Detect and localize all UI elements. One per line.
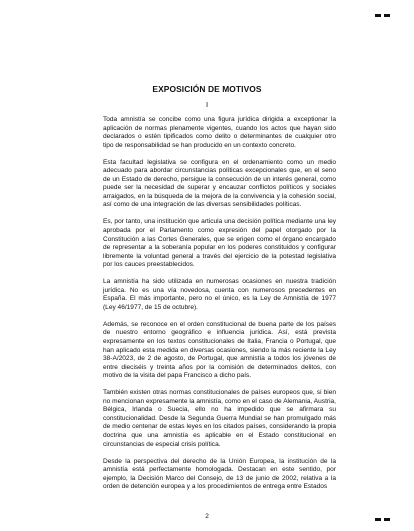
paragraph: También existen otras normas constitucionales de países europeos que, si bien no mencionan expresamente la amnistía, como en el caso de Alemania, Austria, Bélgica, Irlanda o Suecia, ello no ha impedido que se afirmara su constitucionalidad. Desde la Segunda Guerra Mundial se han promulgado más de medio centenar de estas leyes en los citados países, considerando la propia doctrina que una amnistía es aplicable en el Estado constitucional en circunstancias de especial crisis política. <box>103 389 336 448</box>
page-title: EXPOSICIÓN DE MOTIVOS <box>152 84 262 94</box>
page-number: 2 <box>205 513 209 520</box>
paragraph: Desde la perspectiva del derecho de la Unión Europea, la institución de la amnistía está perfectamente homologada. Destacan en este sentido, por ejemplo, la Decisión Marco del Consejo, de 13 de junio de 2002, relativa a la orden de detención europea y a los procedimientos de entrega entre Estados <box>103 457 336 491</box>
paragraph: Es, por tanto, una institución que articula una decisión política mediante una ley aprobada por el Parlamento como expresión del papel otorgado por la Constitución a las Cortes Generales, que se erigen como el órgano encargado de representar a la soberanía popular en los poderes constituidos y configurar libremente la voluntad general a través del ejercicio de la potestad legislativa por los cauces preestablecidos. <box>103 218 336 269</box>
paragraph: La amnistía ha sido utilizada en numerosas ocasiones en nuestra tradición jurídica. No es una vía novedosa, cuenta con numerosos precedentes en España. El más importante, pero no el único, es la Ley de Amnistía de 1977 (Ley 46/1977, de 15 de octubre). <box>103 278 336 311</box>
corner-mark-top <box>375 14 390 17</box>
section-number: I <box>205 100 209 109</box>
paragraph: Toda amnistía se concibe como una figura jurídica dirigida a exceptionar la aplicación de normas plenamente vigentes, cuando los actos que hayan sido declarados o estén tipificados como delito o determinantes de cualquier otro tipo de responsabilidad se han producido en un contexto concreto. <box>103 116 336 149</box>
paragraph: Esta facultad legislativa se configura en el ordenamiento como un medio adecuado para abordar circunstancias políticas excepcionales que, en el seno de un Estado de derecho, persigue la consecución de un interés general, como puede ser la necesidad de superar y encauzar conflictos políticos y sociales arraigados, en la búsqueda de la mejora de la convivencia y la cohesión social, así como de una integración de las diversas sensibilidades políticas. <box>103 158 336 209</box>
paragraph: Además, se reconoce en el orden constitucional de buena parte de los países de nuestro entorno geográfico e influencia jurídica. Así, está prevista expresamente en los textos constitucionales de Italia, Francia o Portugal, que han aplicado esta medida en diversas ocasiones, siendo la más reciente la Ley 38-A/2023, de 2 de agosto, de Portugal, que amnistía a todos los jóvenes de entre dieciséis y treinta años por la comisión de determinados delitos, con motivo de la visita del papa Francisco a dicho país. <box>103 320 336 380</box>
corner-mark-bottom <box>375 518 390 521</box>
document-body <box>103 116 336 500</box>
